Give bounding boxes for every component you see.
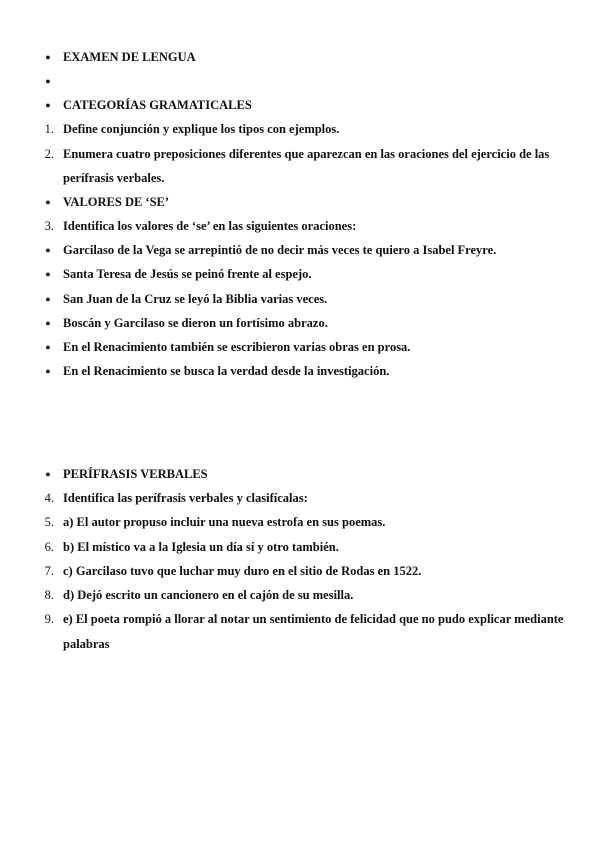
list-item	[0, 117, 600, 141]
list-item	[0, 69, 600, 93]
question-text: Define conjunción y explique los tipos con ejemplos.	[63, 122, 340, 136]
sentence-text: En el Renacimiento también se escribieron varias obras en prosa.	[63, 340, 411, 354]
sentence-text: b) El místico va a la Iglesia un día sí y otro también.	[63, 540, 339, 554]
sentence-text: c) Garcilaso tuvo que luchar muy duro en el sitio de Rodas en 1522.	[63, 564, 422, 578]
list-item	[0, 535, 600, 559]
list-item	[0, 287, 600, 311]
list-item-continuation	[0, 632, 600, 656]
item-number: 6.	[44, 540, 54, 554]
item-number: 1.	[44, 122, 54, 136]
sentence-text: e) El poeta rompió a llorar al notar un sentimiento de felicidad que no pudo explicar mediante	[63, 612, 564, 626]
item-number: 8.	[44, 588, 54, 602]
list-item	[0, 238, 600, 262]
bullet-icon: ●	[45, 76, 51, 86]
question-text: Identifica las perífrasis verbales y clasifícalas:	[63, 491, 308, 505]
sentence-text: San Juan de la Cruz se leyó la Biblia varias veces.	[63, 292, 328, 306]
list-item	[0, 262, 600, 286]
bullet-icon: ●	[45, 294, 51, 304]
section-heading: CATEGORÍAS GRAMATICALES	[63, 98, 252, 112]
sentence-text: d) Dejó escrito un cancionero en el cajón de su mesilla.	[63, 588, 354, 602]
item-number: 5.	[44, 515, 54, 529]
list-item	[0, 45, 600, 69]
list-item	[0, 559, 600, 583]
item-number: 2.	[44, 147, 54, 161]
list-item-continuation	[0, 166, 600, 190]
sentence-text: a) El autor propuso incluir una nueva estrofa en sus poemas.	[63, 515, 386, 529]
list-item	[0, 142, 600, 166]
bullet-icon: ●	[45, 318, 51, 328]
sentence-text: Garcilaso de la Vega se arrepintió de no decir más veces te quiero a Isabel Freyre.	[63, 243, 497, 257]
list-item	[0, 510, 600, 534]
sentence-text: Boscán y Garcilaso se dieron un fortísimo abrazo.	[63, 316, 328, 330]
bullet-icon: ●	[45, 52, 51, 62]
list-item	[0, 335, 600, 359]
question-text: Enumera cuatro preposiciones diferentes que aparezcan en las oraciones del ejercicio de las	[63, 147, 550, 161]
bullet-icon: ●	[45, 245, 51, 255]
list-item	[0, 93, 600, 117]
bullet-icon: ●	[45, 469, 51, 479]
item-number: 4.	[44, 491, 54, 505]
bullet-icon: ●	[45, 100, 51, 110]
item-number: 7.	[44, 564, 54, 578]
list-item	[0, 311, 600, 335]
bullet-icon: ●	[45, 366, 51, 376]
section-heading: PERÍFRASIS VERBALES	[63, 467, 208, 481]
list-item	[0, 462, 600, 486]
bullet-icon: ●	[45, 197, 51, 207]
list-item	[0, 607, 600, 631]
sentence-text: En el Renacimiento se busca la verdad desde la investigación.	[63, 364, 390, 378]
list-item	[0, 486, 600, 510]
bullet-icon: ●	[45, 342, 51, 352]
question-text: Identifica los valores de ‘se’ en las siguientes oraciones:	[63, 219, 357, 233]
sentence-text: Santa Teresa de Jesús se peinó frente al espejo.	[63, 267, 312, 281]
item-number: 9.	[44, 612, 54, 626]
heading-exam: EXAMEN DE LENGUA	[63, 50, 196, 64]
list-item	[0, 214, 600, 238]
item-number: 3.	[44, 219, 54, 233]
section-heading: VALORES DE ‘SE’	[63, 195, 170, 209]
list-item	[0, 190, 600, 214]
question-text-continued: perífrasis verbales.	[63, 171, 165, 185]
bullet-icon: ●	[45, 269, 51, 279]
list-item	[0, 583, 600, 607]
list-item	[0, 359, 600, 383]
sentence-text-continued: palabras	[63, 637, 110, 651]
